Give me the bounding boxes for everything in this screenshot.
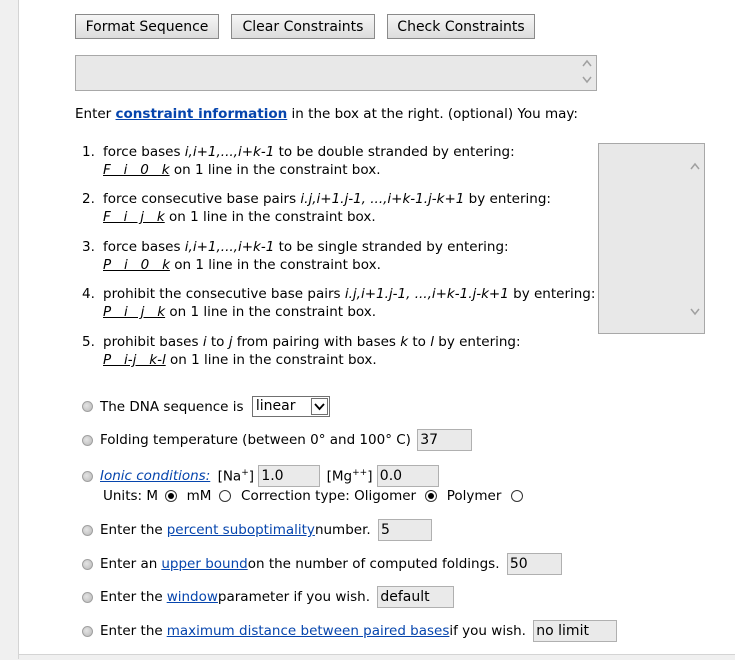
instruction-item: 4. prohibit the consecutive base pairs i.j,i+1.j-1, ...,i+k-1.j-k+1 by entering: P i j k on 1 line in the constraint box. xyxy=(82,286,596,320)
ionic-units-row: Units: M mM Correction type: Oligomer Polymer xyxy=(103,488,523,504)
option-radio[interactable] xyxy=(82,401,93,412)
scroll-down-icon[interactable] xyxy=(690,308,700,318)
suboptimality-input[interactable]: 5 xyxy=(378,519,432,541)
option-upper-bound: Enter anupper boundon the number of computed foldings. 50 xyxy=(82,553,562,575)
check-constraints-button[interactable]: Check Constraints xyxy=(387,14,535,39)
left-margin xyxy=(0,0,19,659)
scroll-up-icon[interactable] xyxy=(582,59,592,69)
option-max-distance: Enter themaximum distance between paired basesif you wish. no limit xyxy=(82,620,617,642)
sequence-type-select[interactable]: linear xyxy=(252,396,330,417)
option-radio[interactable] xyxy=(82,525,93,536)
option-radio[interactable] xyxy=(82,471,93,482)
sequence-scrollbar[interactable] xyxy=(579,56,596,90)
option-radio[interactable] xyxy=(82,435,93,446)
upper-bound-input[interactable]: 50 xyxy=(507,553,562,575)
units-mm-radio[interactable] xyxy=(219,490,231,502)
option-ionic: Ionic conditions: [Na+] 1.0 [Mg++] 0.0 xyxy=(82,465,439,487)
correction-polymer-radio[interactable] xyxy=(511,490,523,502)
units-m-radio[interactable] xyxy=(165,490,177,502)
option-radio[interactable] xyxy=(82,559,93,570)
window-input[interactable]: default xyxy=(377,586,454,608)
sodium-input[interactable]: 1.0 xyxy=(258,465,320,487)
temperature-input[interactable]: 37 xyxy=(417,429,472,451)
chevron-down-icon[interactable] xyxy=(311,398,328,415)
window-link[interactable]: window xyxy=(166,589,218,605)
max-distance-input[interactable]: no limit xyxy=(533,620,617,642)
instruction-item: 3. force bases i,i+1,...,i+k-1 to be single stranded by entering: P i 0 k on 1 line in the constraint box. xyxy=(82,239,509,273)
scroll-down-icon[interactable] xyxy=(582,76,592,86)
maximum-distance-link[interactable]: maximum distance between paired bases xyxy=(166,623,450,639)
sequence-textarea[interactable] xyxy=(75,55,597,91)
constraint-scrollbar[interactable] xyxy=(687,144,704,333)
ionic-conditions-link[interactable]: Ionic conditions: xyxy=(100,468,211,484)
instruction-item: 1. force bases i,i+1,...,i+k-1 to be double stranded by entering: F i 0 k on 1 line in the constraint box. xyxy=(82,144,515,178)
bottom-edge xyxy=(19,654,735,660)
option-sequence-type: The DNA sequence is linear xyxy=(82,396,330,417)
instruction-item: 5. prohibit bases i to j from pairing with bases k to l by entering: P i-j k-l on 1 line in the constraint box. xyxy=(82,334,521,368)
format-sequence-button[interactable]: Format Sequence xyxy=(75,14,219,39)
option-suboptimality: Enter thepercent suboptimalitynumber. 5 xyxy=(82,519,432,541)
upper-bound-link[interactable]: upper bound xyxy=(161,556,248,572)
constraint-information-link[interactable]: constraint information xyxy=(115,106,288,122)
correction-oligomer-radio[interactable] xyxy=(425,490,437,502)
option-radio[interactable] xyxy=(82,592,93,603)
magnesium-input[interactable]: 0.0 xyxy=(377,465,439,487)
instruction-item: 2. force consecutive base pairs i.j,i+1.j-1, ...,i+k-1.j-k+1 by entering: F i j k on 1 line in the constraint box. xyxy=(82,191,551,225)
option-temperature: Folding temperature (between 0° and 100° C) 37 xyxy=(82,429,472,451)
constraint-intro: Enter constraint information in the box at the right. (optional) You may: xyxy=(75,106,578,122)
percent-suboptimality-link[interactable]: percent suboptimality xyxy=(166,522,315,538)
clear-constraints-button[interactable]: Clear Constraints xyxy=(231,14,375,39)
option-radio[interactable] xyxy=(82,626,93,637)
scroll-up-icon[interactable] xyxy=(690,162,700,172)
option-window: Enter thewindowparameter if you wish. default xyxy=(82,586,454,608)
constraint-textarea[interactable] xyxy=(598,143,705,334)
